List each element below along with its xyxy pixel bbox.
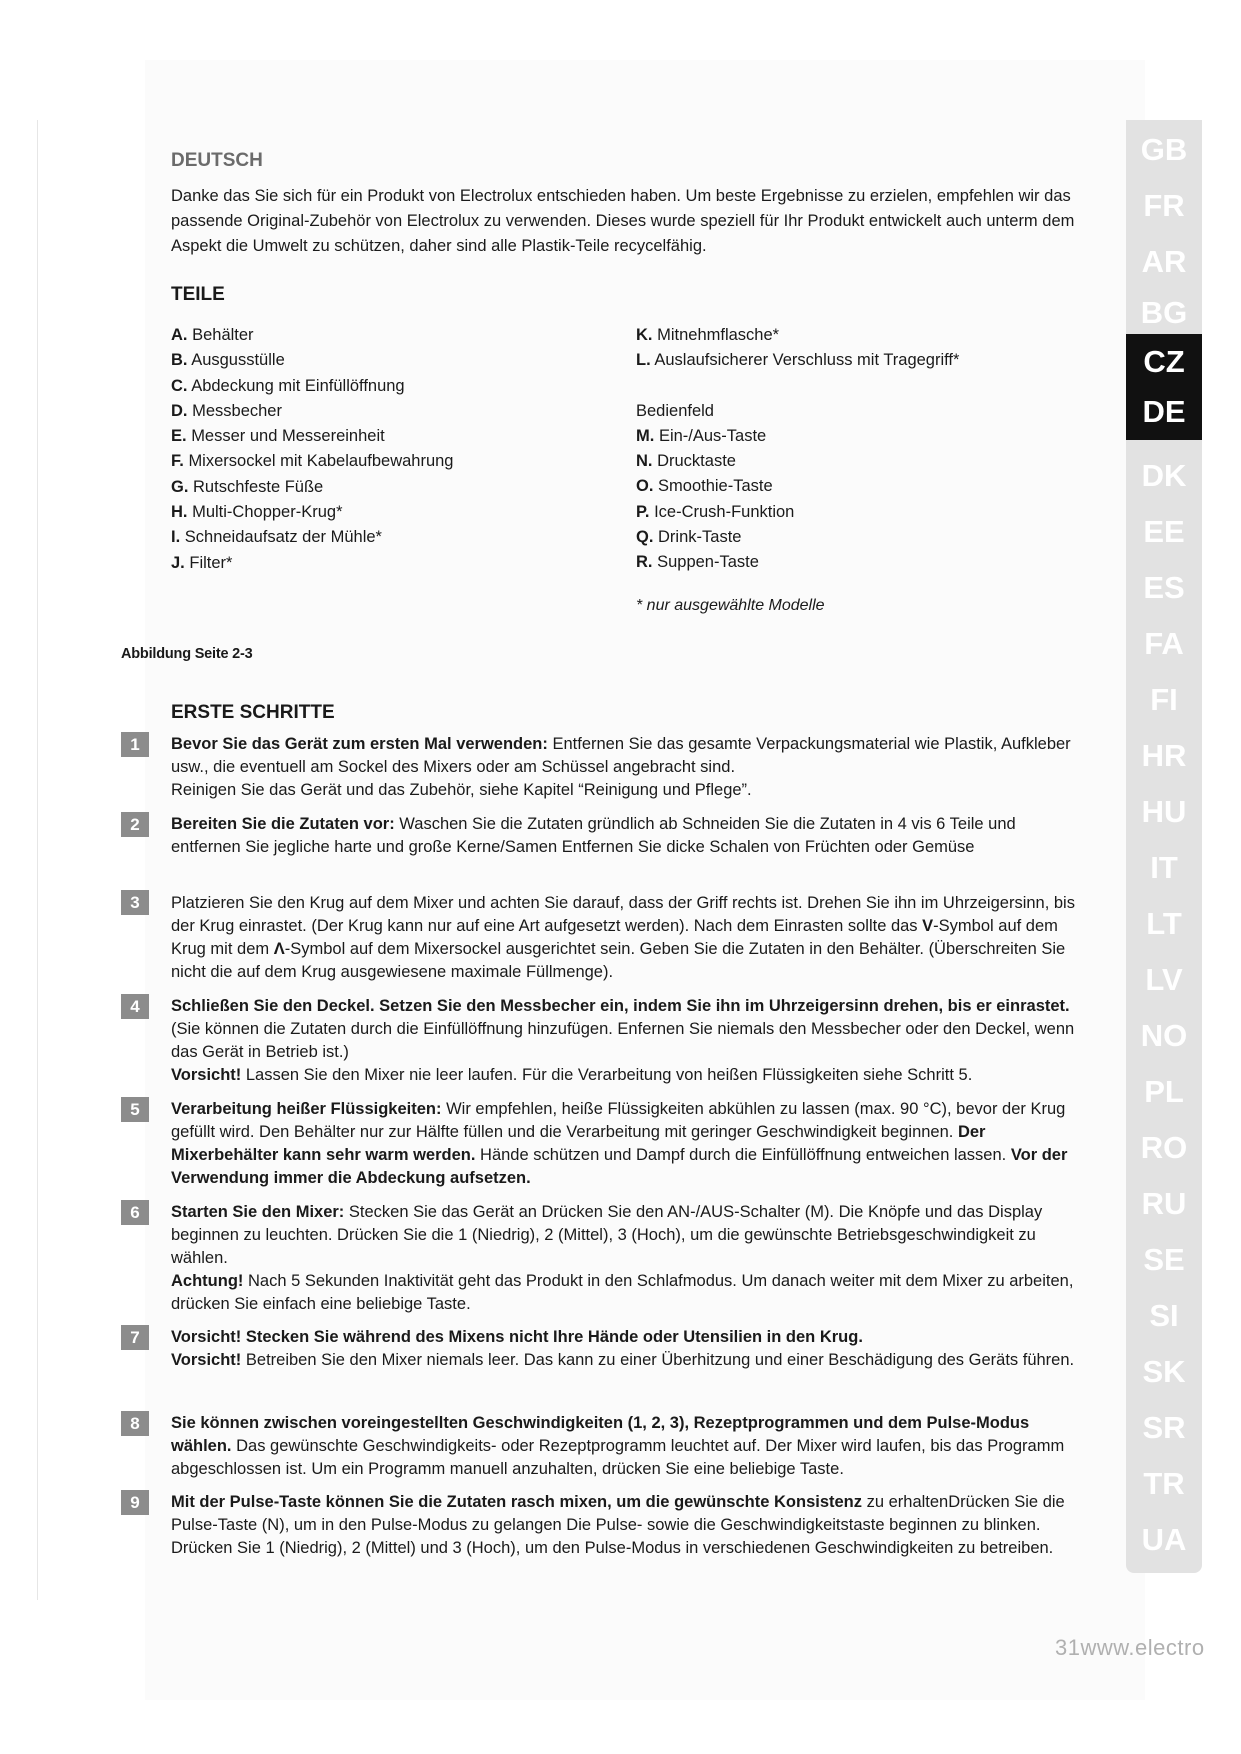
step-number-badge: 4 <box>121 994 149 1019</box>
parts-list-item: D. Messbecher <box>171 401 282 420</box>
language-tab-hr[interactable]: HR <box>1141 738 1187 773</box>
step-number-badge: 6 <box>121 1200 149 1225</box>
language-tab-se[interactable]: SE <box>1143 1242 1185 1277</box>
step-8: Sie können zwischen voreingestellten Geschwindigkeiten (1, 2, 3), Rezeptprogrammen und dem Pulse-Modus wählen. Das gewünschte Geschwindigkeits- oder Rezeptprogramm leuchtet auf. Der Mixer wird laufen, bis das Programm abgeschlossen ist. Um ein Programm manuell anzuhalten, drücken Sie eine beliebige Taste. <box>171 1414 1065 1478</box>
parts-list-item: I. Schneidaufsatz der Mühle* <box>171 528 382 547</box>
language-tab-ua[interactable]: UA <box>1141 1522 1187 1557</box>
step-number-badge: 3 <box>121 890 149 915</box>
step-6: Starten Sie den Mixer: Stecken Sie das Gerät an Drücken Sie den AN-/AUS-Schalter (M). Die Knöpfe und das Display beginnen zu leuchten. Drücken Sie die 1 (Niedrig), 2 (Mittel), 3 (Hoch), um die gewünschte Betriebsgeschwindigkeit zu wählen. Achtung! Nach 5 Sekunden Inaktivität geht das Produkt in den Schlafmodus. Um danach weiter mit dem Mixer zu arbeiten, drücken Sie einfach eine beliebige Taste. <box>171 1203 1074 1313</box>
parts-list-item: K. Mitnehmflasche* <box>636 326 780 344</box>
parts-list-item: C. Abdeckung mit Einfüllöffnung <box>171 376 405 395</box>
language-tab-fi[interactable]: FI <box>1150 682 1178 717</box>
language-tab-it[interactable]: IT <box>1150 850 1178 885</box>
language-tab-lv[interactable]: LV <box>1145 962 1183 997</box>
parts-list-item: J. Filter* <box>171 553 233 572</box>
language-tab-gb[interactable]: GB <box>1140 132 1188 167</box>
page-footer: 31www.electro <box>1055 1635 1205 1660</box>
step-number-badge: 8 <box>121 1411 149 1436</box>
parts-list-item: G. Rutschfeste Füße <box>171 477 324 496</box>
parts-heading: TEILE <box>171 284 225 305</box>
steps-heading: ERSTE SCHRITTE <box>171 702 335 723</box>
figure-reference: Abbildung Seite 2-3 <box>121 646 253 662</box>
language-tab-cz[interactable]: CZ <box>1126 334 1202 390</box>
language-tab-ee[interactable]: EE <box>1143 514 1185 549</box>
language-tab-sr[interactable]: SR <box>1142 1410 1186 1445</box>
control-list-item: Q. Drink-Taste <box>636 528 742 547</box>
language-tab-es[interactable]: ES <box>1143 570 1185 605</box>
language-tab-ro[interactable]: RO <box>1140 1130 1188 1165</box>
parts-list-item: H. Multi-Chopper-Krug* <box>171 503 343 522</box>
control-list-item: R. Suppen-Taste <box>636 553 759 572</box>
step-2: Bereiten Sie die Zutaten vor: Waschen Sie die Zutaten gründlich ab Schneiden Sie die Zutaten in 4 vis 6 Teile und entfernen Sie jegliche harte und große Kerne/Samen Entfernen Sie dicke Schalen von Früchten oder Gemüse <box>171 815 1016 856</box>
page-title: DEUTSCH <box>171 150 263 171</box>
control-panel-heading: Bedienfeld <box>636 401 714 420</box>
step-7: Vorsicht! Stecken Sie während des Mixens nicht Ihre Hände oder Utensilien in den Krug. Vorsicht! Betreiben Sie den Mixer niemals leer. Das kann zu einer Überhitzung und einer Beschädigung des Geräts führen. <box>171 1328 1075 1369</box>
language-tab-bg[interactable]: BG <box>1140 295 1188 330</box>
language-tab-pl[interactable]: PL <box>1144 1074 1184 1109</box>
language-tab-fa[interactable]: FA <box>1144 626 1184 661</box>
parts-list-item: L. Auslaufsicherer Verschluss mit Tragegriff* <box>636 351 960 370</box>
warning-label: Achtung! <box>171 1272 244 1290</box>
step-number-badge: 9 <box>121 1490 149 1515</box>
step-4: Schließen Sie den Deckel. Setzen Sie den Messbecher ein, indem Sie ihn im Uhrzeigersinn drehen, bis er einrastet. (Sie können die Zutaten durch die Einfüllöffnung hinzufügen. Enfernen Sie niemals den Messbecher oder den Deckel, wenn das Gerät in Betrieb ist.) Vorsicht! Lassen Sie den Mixer nie leer laufen. Für die Verarbeitung von heißen Flüssigkeiten siehe Schritt 5. <box>171 997 1075 1084</box>
language-tab-si[interactable]: SI <box>1149 1298 1179 1333</box>
control-list-item: N. Drucktaste <box>636 452 736 471</box>
caret-up-symbol-icon: Λ <box>273 940 285 958</box>
step-5: Verarbeitung heißer Flüssigkeiten: Wir empfehlen, heiße Flüssigkeiten abkühlen zu lassen (max. 90 °C), bevor der Krug gefüllt wird. Den Behälter nur zur Hälfte füllen und die Verarbeitung mit geringer Geschwindigkeit beginnen. Der Mixerbehälter kann sehr warm werden. Hände schützen und Dampf durch die Einfüllöffnung entweichen lassen. Vor der Verwendung immer die Abdeckung aufsetzen. <box>171 1100 1068 1187</box>
step-1: Bevor Sie das Gerät zum ersten Mal verwenden: Entfernen Sie das gesamte Verpackungsmaterial wie Plastik, Aufkleber usw., die eventuell am Sockel des Mixers oder am Schüssel angebracht sind. Reinigen Sie das Gerät und das Zubehör, siehe Kapitel “Reinigung und Pflege”. <box>171 735 1071 799</box>
step-number-badge: 7 <box>121 1325 149 1350</box>
language-tab-tr[interactable]: TR <box>1143 1466 1185 1501</box>
parts-list-item: E. Messer und Messereinheit <box>171 427 385 446</box>
language-tab-sk[interactable]: SK <box>1142 1354 1186 1389</box>
language-tab-fr[interactable]: FR <box>1143 188 1185 223</box>
warning-label: Vorsicht! <box>171 1351 242 1369</box>
language-tab-dk[interactable]: DK <box>1141 458 1187 493</box>
language-tab-ar[interactable]: AR <box>1141 244 1187 279</box>
parts-list-item: A. Behälter <box>171 326 254 344</box>
control-list-item: O. Smoothie-Taste <box>636 477 773 496</box>
language-tab-no[interactable]: NO <box>1140 1018 1188 1053</box>
parts-list-item: B. Ausgusstülle <box>171 351 285 370</box>
step-3: Platzieren Sie den Krug auf dem Mixer und achten Sie darauf, dass der Griff rechts ist. Drehen Sie ihn im Uhrzeigersinn, bis der Krug einrastet. (Der Krug kann nur auf eine Art aufgesetzt werden). Nach dem Einrasten sollte das V-Symbol auf dem Krug mit dem Λ-Symbol auf dem Mixersockel ausgerichtet sein. Geben Sie die Zutaten in den Behälter. (Überschreiten Sie nicht die auf dem Krug ausgewiesene maximale Füllmenge). <box>171 894 1075 981</box>
language-tabs <box>1126 120 1202 1573</box>
v-symbol-icon: V <box>922 917 934 935</box>
warning-label: Vorsicht! <box>171 1066 242 1084</box>
step-number-badge: 1 <box>121 732 149 757</box>
parts-list-left <box>171 323 611 576</box>
control-list-item: M. Ein-/Aus-Taste <box>636 426 767 445</box>
step-9: Mit der Pulse-Taste können Sie die Zutaten rasch mixen, um die gewünschte Konsistenz zu erhaltenDrücken Sie die Pulse-Taste (N), um in den Pulse-Modus zu gelangen Die Pulse- sowie die Geschwindigkeitstaste beginnen zu blinken. Drücken Sie 1 (Niedrig), 2 (Mittel) und 3 (Hoch), um den Pulse-Modus in verschiedenen Geschwindigkeiten zu betreiben. <box>171 1493 1065 1557</box>
language-tab-ru[interactable]: RU <box>1141 1186 1187 1221</box>
control-list-item: P. Ice-Crush-Funktion <box>636 502 795 521</box>
language-tab-lt[interactable]: LT <box>1146 906 1182 941</box>
step-number-badge: 5 <box>121 1097 149 1122</box>
language-tab-hu[interactable]: HU <box>1141 794 1187 829</box>
parts-footnote: * nur ausgewählte Modelle <box>636 597 825 614</box>
language-tab-de[interactable]: DE <box>1126 390 1202 440</box>
parts-list-item: F. Mixersockel mit Kabelaufbewahrung <box>171 452 454 471</box>
intro-paragraph: Danke das Sie sich für ein Produkt von Electrolux entschieden haben. Um beste Ergebnisse zu erzielen, empfehlen wir das passende Original-Zubehör von Electrolux zu verwenden. Dieses wurde speziell für Ihr Produkt entwickelt auch unterm dem Aspekt die Umwelt zu schützen, daher sind alle Plastik-Teile recycelfähig. <box>171 187 1075 255</box>
parts-list-right <box>636 323 1076 576</box>
step-number-badge: 2 <box>121 812 149 837</box>
